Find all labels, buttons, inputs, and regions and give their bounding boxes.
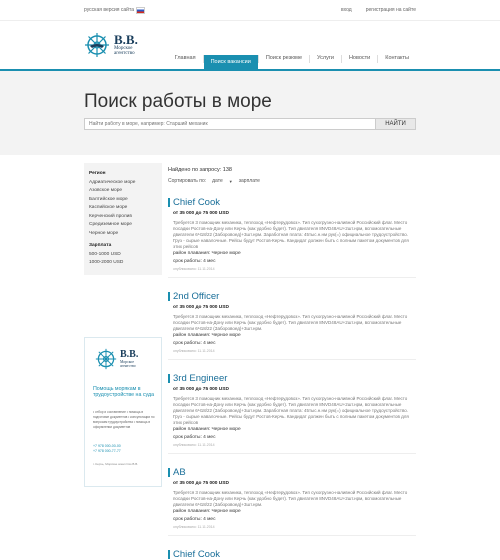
search-input[interactable]: [84, 118, 376, 130]
filter-region-heading: Регион: [89, 171, 106, 176]
main-nav: [168, 55, 416, 69]
top-bar: [0, 0, 500, 21]
job-accent-bar: [168, 468, 170, 477]
nav-home[interactable]: Главная: [174, 55, 196, 61]
job-accent-bar: [168, 374, 170, 383]
ad-phone: +7 978 000-77-77: [93, 448, 121, 453]
job-divider: [168, 535, 416, 536]
filter-region-item[interactable]: Азовское море: [89, 188, 123, 193]
job-title-link[interactable]: Chief Cook: [173, 549, 220, 560]
sort-by-date[interactable]: дате: [212, 178, 223, 184]
filter-region-item[interactable]: Адриатическое море: [89, 179, 136, 185]
job-card: [168, 291, 416, 360]
filter-salary-heading: Зарплата: [89, 243, 112, 248]
job-title-link[interactable]: Chief Cook: [173, 197, 220, 208]
filter-panel: [84, 163, 162, 275]
job-description: Требуется 3 помощник механика, теплоход «Нефтерудовоз». Тип сухогрузно-наливной Российский флаг. Место посадки Ростов-на-Дону или Керчь (как удобно будет). Тип двигателя 8NVD48AU+2шт.нрм, вспомогательные двигатели 6Ч18/22 (Заборовоед)+3шт.нрм.: [173, 314, 408, 331]
filter-region-item[interactable]: Черное море: [89, 230, 119, 236]
ad-logo-subtitle-2: агентство: [120, 363, 136, 368]
results-count: Найдено по запросу: 138: [168, 167, 232, 173]
job-region: район плавания: Черное море: [173, 509, 241, 514]
register-link[interactable]: регистрация на сайте: [365, 7, 416, 13]
language-label[interactable]: русская версия сайта: [84, 7, 134, 13]
login-link[interactable]: вход: [340, 7, 352, 13]
search-bar: [84, 118, 416, 130]
job-divider: [168, 277, 416, 278]
nav-news[interactable]: Новости: [348, 55, 371, 61]
job-region: район плавания: Черное море: [173, 333, 241, 338]
ad-phones: [93, 444, 121, 454]
job-card: [168, 373, 416, 454]
job-title-link[interactable]: 3rd Engineer: [173, 373, 228, 384]
job-card: [168, 549, 416, 560]
job-salary: от 35 000 до 75 000 USD: [173, 387, 229, 392]
sort-by-salary[interactable]: зарплате: [238, 178, 260, 184]
site-logo[interactable]: [84, 32, 138, 58]
page-title: Поиск работы в море: [84, 91, 272, 112]
job-accent-bar: [168, 550, 170, 559]
job-region: район плавания: Черное море: [173, 427, 241, 432]
ad-headline: Помощь морякам в трудоустройстве на суда: [93, 385, 155, 398]
job-accent-bar: [168, 292, 170, 301]
job-date: опубликовано: 11.11.2014: [173, 349, 215, 353]
ad-phone: +7 978 000-00-00: [93, 443, 121, 448]
logo-title: B.B.: [114, 32, 138, 47]
job-salary: от 35 000 до 75 000 USD: [173, 211, 229, 216]
ad-banner[interactable]: [84, 337, 162, 487]
ad-logo-title: B.B.: [120, 348, 139, 360]
job-region: район плавания: Черное море: [173, 251, 241, 256]
job-description: Требуется 3 помощник механика, теплоход «Нефтерудовоз». Тип сухогрузно-наливной Российский флаг. Место посадки Ростов-на-Дону или Керчь (как удобно будет). Тип двигателя 8NVD48AU+2шт.нрм, вспомогательные двигатели 6Ч18/22 (Заборовоед)+3шт.нрм. Заработная плата: 45тыс.н.нм рук(=) официальное трудоустройство. Груз - сырые навалочные. Рейсы будут Ростов-Керчь. Кандидат должен быть с полным пакетом документов для этих рейсов: [173, 396, 409, 425]
job-title-link[interactable]: AB: [173, 467, 186, 478]
filter-salary-item[interactable]: 1000-2000 USD: [89, 260, 124, 265]
nav-services[interactable]: Услуги: [317, 55, 334, 61]
job-divider: [168, 453, 416, 454]
language-switch[interactable]: [84, 7, 145, 14]
job-term: срок работы: 4 мес: [173, 516, 216, 522]
ad-logo: [95, 348, 138, 370]
filter-salary-item[interactable]: 500-1000 USD: [89, 251, 121, 257]
ad-logo-subtitle-1: Морское: [120, 359, 135, 364]
ad-footer: г. Керчь, Морское агентство B.B.: [93, 461, 139, 466]
job-card: [168, 467, 416, 536]
job-divider: [168, 359, 416, 360]
job-date: опубликовано: 11.11.2014: [173, 525, 215, 529]
nav-contacts[interactable]: Контакты: [385, 55, 409, 61]
nav-job-search[interactable]: Поиск вакансии: [204, 55, 258, 69]
ship-wheel-logo-icon: [84, 32, 110, 58]
ship-wheel-icon: [95, 348, 117, 370]
job-term: срок работы: 4 мес: [173, 258, 216, 264]
ad-service-list: • отбор и составление • помощь в подготовке документов • консультации по вопросам трудоустройства • помощь в оформлении документов: [93, 409, 155, 429]
job-date: опубликовано: 11.11.2014: [173, 443, 215, 447]
job-term: срок работы: 4 мес: [173, 340, 216, 346]
filter-region-item[interactable]: Керченский пролив: [89, 213, 132, 219]
title-area: [0, 71, 500, 155]
job-description: Требуется 3 помощник механика, теплоход «Нефтерудовоз». Тип сухогрузно-наливной Российский флаг. Место посадки Ростов-на-Дону или Керчь (как удобно будет). Тип двигателя 8NVD48AU+2шт.нрм, вспомогательные двигатели 6Ч18/22 (Заборовоед)+3шт.нрм. Заработная плата: 45тыс.н.нм рук(=) официальное трудоустройство. Груз - сырые навалочные. Рейсы будут Ростов-Керчь. Кандидат должен быть с полным пакетом документов для этих рейсов: [173, 220, 409, 249]
job-salary: от 35 000 до 75 000 USD: [173, 305, 229, 310]
job-term: срок работы: 4 мес: [173, 434, 216, 440]
job-description: Требуется 3 помощник механика, теплоход «Нефтерудовоз». Тип сухогрузно-наливной Российский флаг. Место посадки Ростов-на-Дону или Керчь (как удобно будет). Тип двигателя 8NVD48AU+2шт.нрм, вспомогательные двигатели 6Ч18/22 (Заборовоед)+3шт.нрм.: [173, 490, 408, 507]
sort-arrow-icon[interactable]: ▼: [228, 178, 233, 184]
job-salary: от 35 000 до 75 000 USD: [173, 481, 229, 486]
filter-region-item[interactable]: Каспийское море: [89, 205, 128, 210]
job-card: [168, 197, 416, 278]
nav-resume-search[interactable]: Поиск резюме: [265, 55, 303, 61]
logo-subtitle-2: агентство: [114, 51, 135, 56]
search-button[interactable]: НАЙТИ: [376, 118, 416, 130]
filter-region-item[interactable]: Балтийское море: [89, 196, 128, 202]
job-title-link[interactable]: 2nd Officer: [173, 291, 220, 302]
logo-subtitle-1: Морское: [114, 46, 133, 51]
job-accent-bar: [168, 198, 170, 207]
sort-bar: [168, 178, 416, 184]
sort-label: Сортировать по:: [168, 178, 207, 184]
russian-flag-icon[interactable]: [136, 7, 145, 14]
filter-region-item[interactable]: Средиземное море: [89, 222, 132, 227]
site-header: [0, 21, 500, 71]
job-date: опубликовано: 11.11.2014: [173, 267, 215, 271]
